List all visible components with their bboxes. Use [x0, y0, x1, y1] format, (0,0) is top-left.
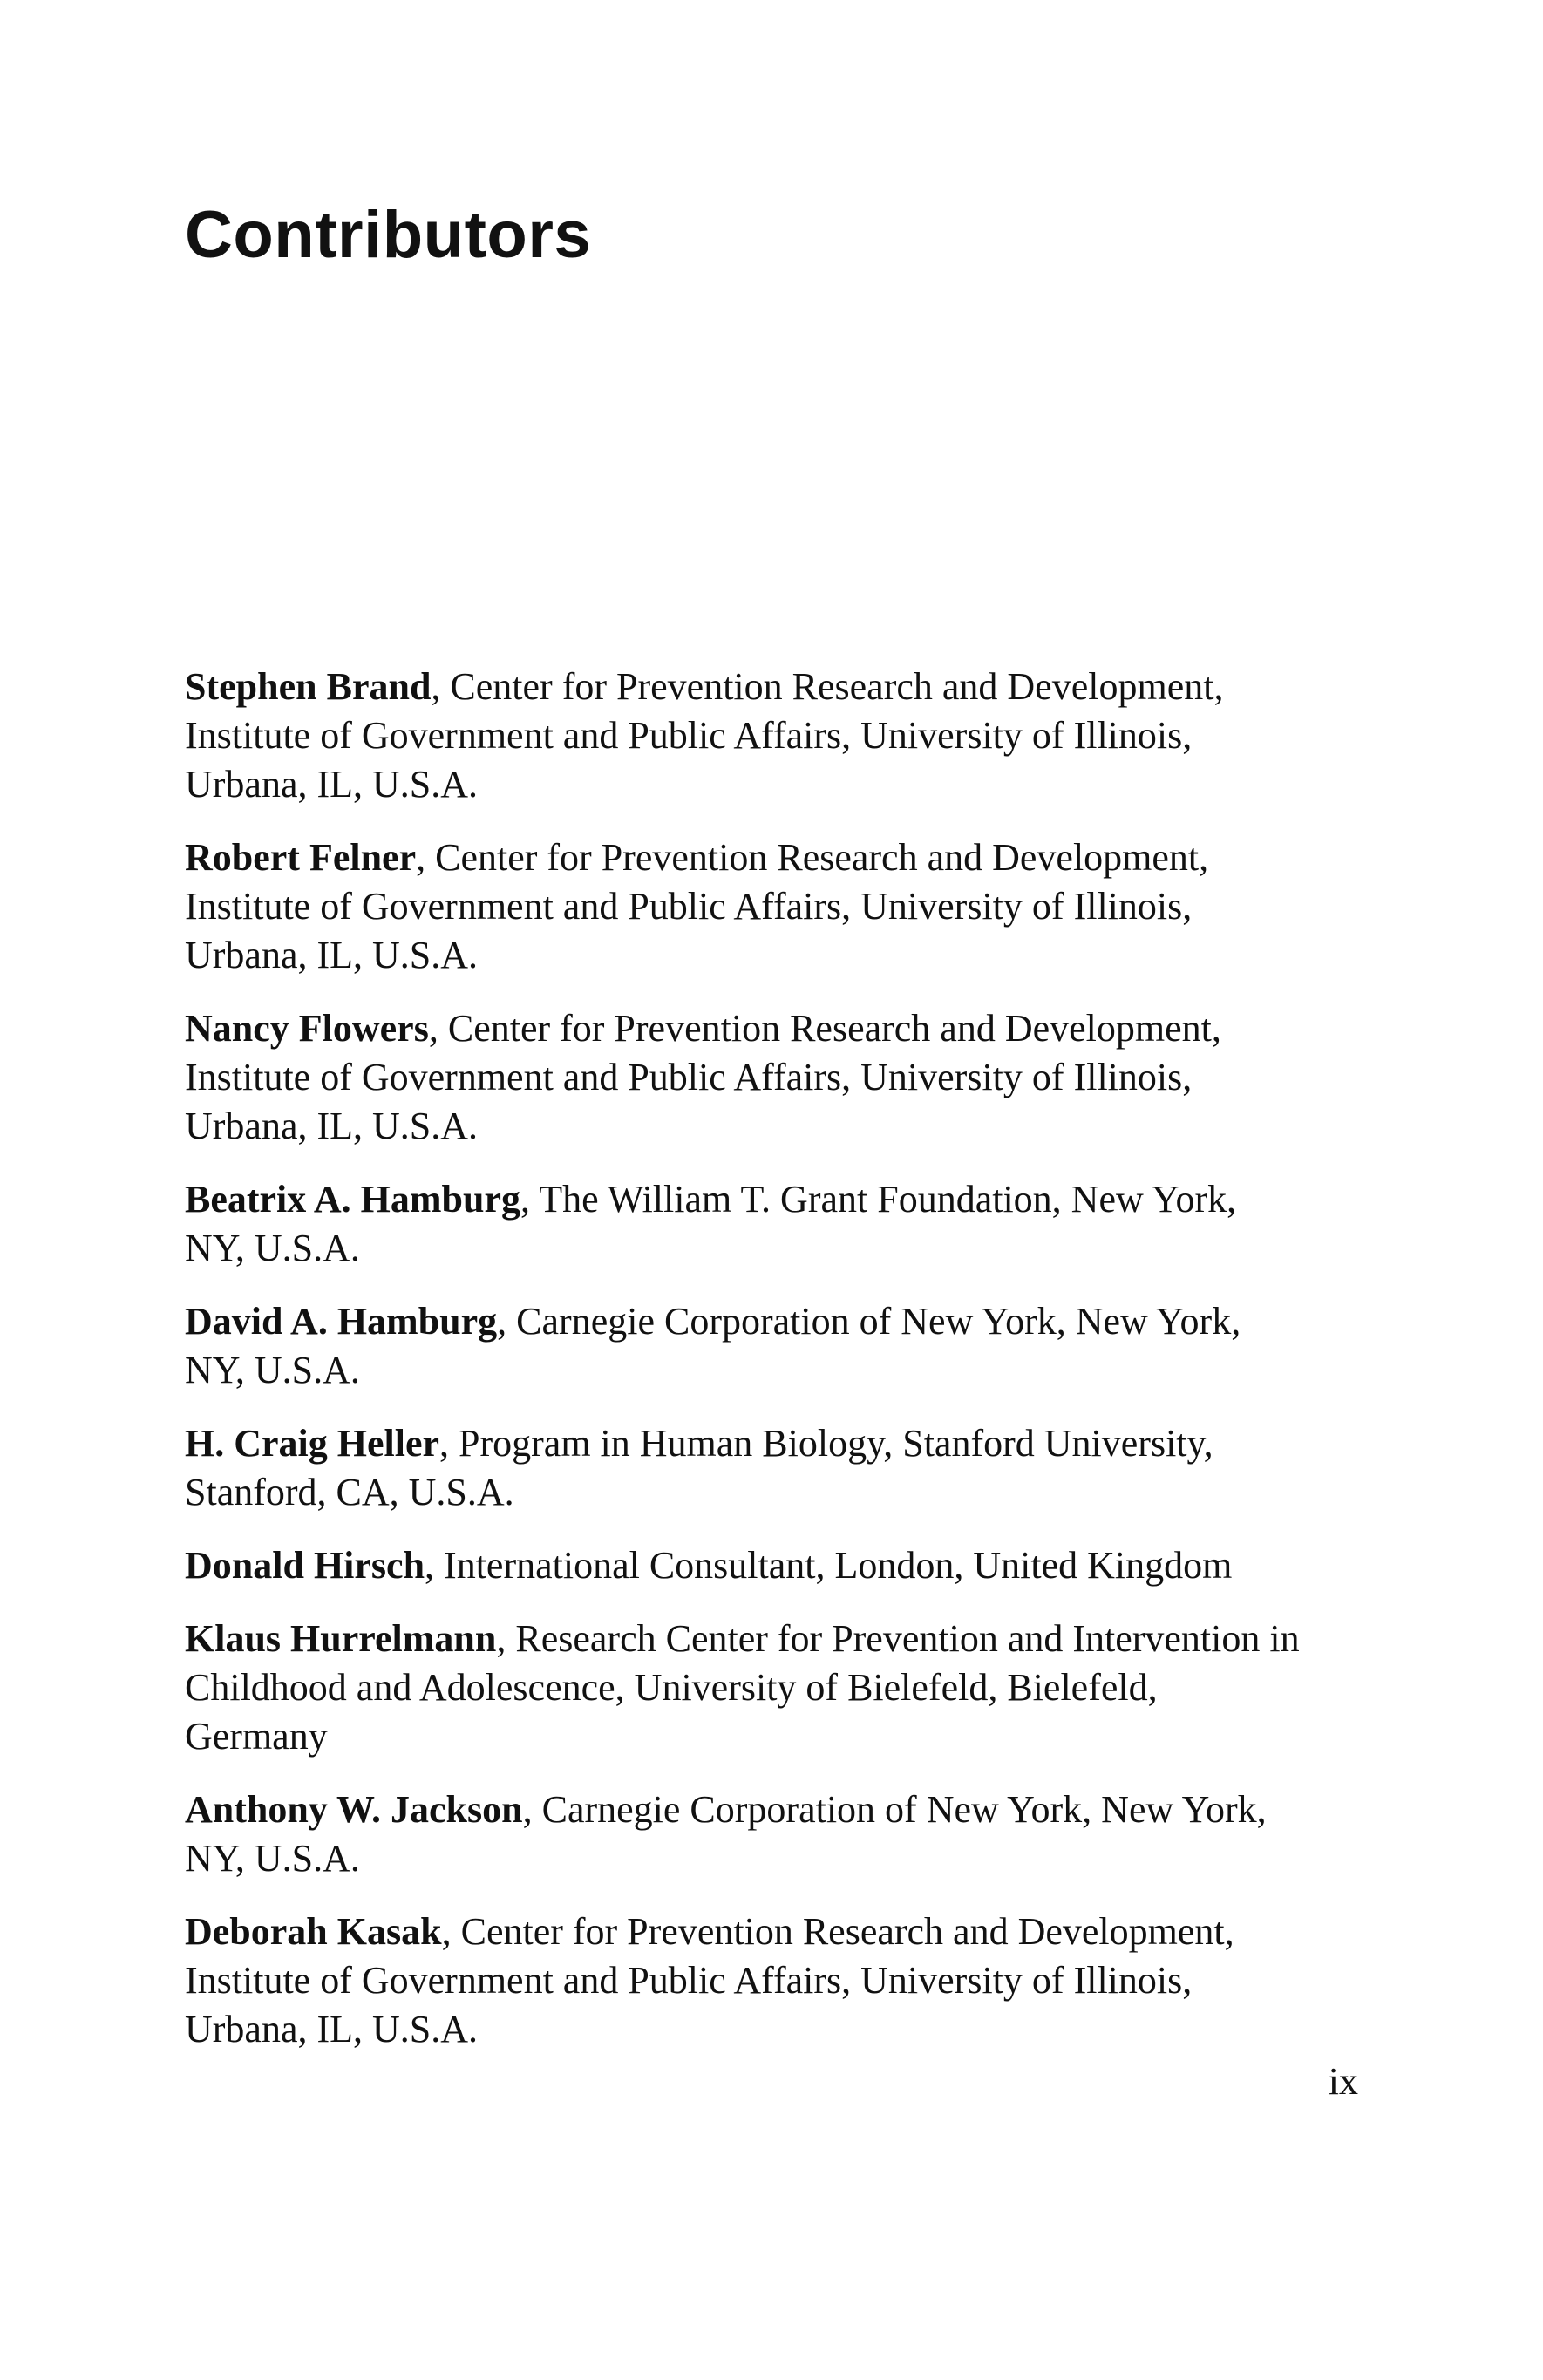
affiliation-line: Institute of Government and Public Affairs, University of Illinois, [185, 1056, 1193, 1098]
contributor-name: Beatrix A. Hamburg [185, 1178, 520, 1221]
contributor-name: Donald Hirsch [185, 1544, 425, 1587]
contributor-name: Stephen Brand [185, 665, 432, 708]
affiliation-line: Carnegie Corporation of New York, New York, [516, 1300, 1241, 1343]
affiliation-line: Program in Human Biology, Stanford University, [459, 1422, 1213, 1465]
affiliation-line: Urbana, IL, U.S.A. [185, 1105, 479, 1147]
affiliation-line: Center for Prevention Research and Development, [460, 1910, 1234, 1953]
affiliation-line: Center for Prevention Research and Development, [435, 836, 1209, 879]
contributor-name: Robert Felner [185, 836, 417, 879]
contributor-name: David A. Hamburg [185, 1300, 498, 1343]
affiliation-line: Carnegie Corporation of New York, New York, [541, 1788, 1267, 1831]
contributor-entry: Beatrix A. Hamburg, The William T. Grant Foundation, New York, NY, U.S.A. [185, 1175, 1405, 1273]
contributor-entry: David A. Hamburg, Carnegie Corporation of New York, New York, NY, U.S.A. [185, 1297, 1405, 1395]
page-number: ix [1328, 2060, 1358, 2103]
contributor-entry: Robert Felner, Center for Prevention Research and Development, Institute of Government and Public Affairs, University of Illinois, Urbana, IL, U.S.A. [185, 833, 1405, 980]
affiliation-line: Center for Prevention Research and Development, [447, 1007, 1221, 1050]
affiliation-line: Urbana, IL, U.S.A. [185, 934, 479, 976]
contributor-entry: Klaus Hurrelmann, Research Center for Prevention and Intervention in Childhood and Adolescence, University of Bielefeld, Bielefeld, Germany [185, 1615, 1405, 1761]
contributor-entry: H. Craig Heller, Program in Human Biology, Stanford University, Stanford, CA, U.S.A. [185, 1419, 1405, 1517]
contributor-name: Klaus Hurrelmann [185, 1617, 497, 1660]
affiliation-line: NY, U.S.A. [185, 1349, 360, 1391]
affiliation-line: International Consultant, London, United Kingdom [444, 1544, 1233, 1587]
affiliation-line: Urbana, IL, U.S.A. [185, 2008, 479, 2050]
affiliation-line: Germany [185, 1715, 328, 1758]
affiliation-line: Institute of Government and Public Affairs, University of Illinois, [185, 714, 1193, 757]
contributor-entry: Nancy Flowers, Center for Prevention Research and Development, Institute of Government and Public Affairs, University of Illinois, Urbana, IL, U.S.A. [185, 1004, 1405, 1151]
contributor-list [185, 663, 1405, 2078]
contributor-entry: Donald Hirsch, International Consultant, London, United Kingdom [185, 1544, 1233, 1587]
affiliation-line: Institute of Government and Public Affairs, University of Illinois, [185, 885, 1193, 928]
affiliation-line: Center for Prevention Research and Development, [450, 665, 1224, 708]
contributor-name: H. Craig Heller [185, 1422, 440, 1465]
affiliation-line: Research Center for Prevention and Intervention in [515, 1617, 1300, 1660]
contributor-entry: Deborah Kasak, Center for Prevention Research and Development, Institute of Government and Public Affairs, University of Illinois, Urbana, IL, U.S.A. [185, 1907, 1405, 2054]
page-title: Contributors [185, 198, 592, 272]
affiliation-line: NY, U.S.A. [185, 1227, 360, 1269]
contributor-entry: Anthony W. Jackson, Carnegie Corporation of New York, New York, NY, U.S.A. [185, 1785, 1405, 1883]
affiliation-line: NY, U.S.A. [185, 1837, 360, 1880]
contributor-name: Deborah Kasak [185, 1910, 442, 1953]
affiliation-line: Stanford, CA, U.S.A. [185, 1471, 514, 1513]
contributor-name: Anthony W. Jackson [185, 1788, 523, 1831]
contributor-entry: Stephen Brand, Center for Prevention Research and Development, Institute of Government and Public Affairs, University of Illinois, Urbana, IL, U.S.A. [185, 663, 1405, 809]
affiliation-line: The William T. Grant Foundation, New York, [539, 1178, 1237, 1221]
affiliation-line: Childhood and Adolescence, University of Bielefeld, Bielefeld, [185, 1666, 1158, 1709]
affiliation-line: Institute of Government and Public Affairs, University of Illinois, [185, 1959, 1193, 2002]
contributor-name: Nancy Flowers [185, 1007, 429, 1050]
affiliation-line: Urbana, IL, U.S.A. [185, 763, 479, 806]
